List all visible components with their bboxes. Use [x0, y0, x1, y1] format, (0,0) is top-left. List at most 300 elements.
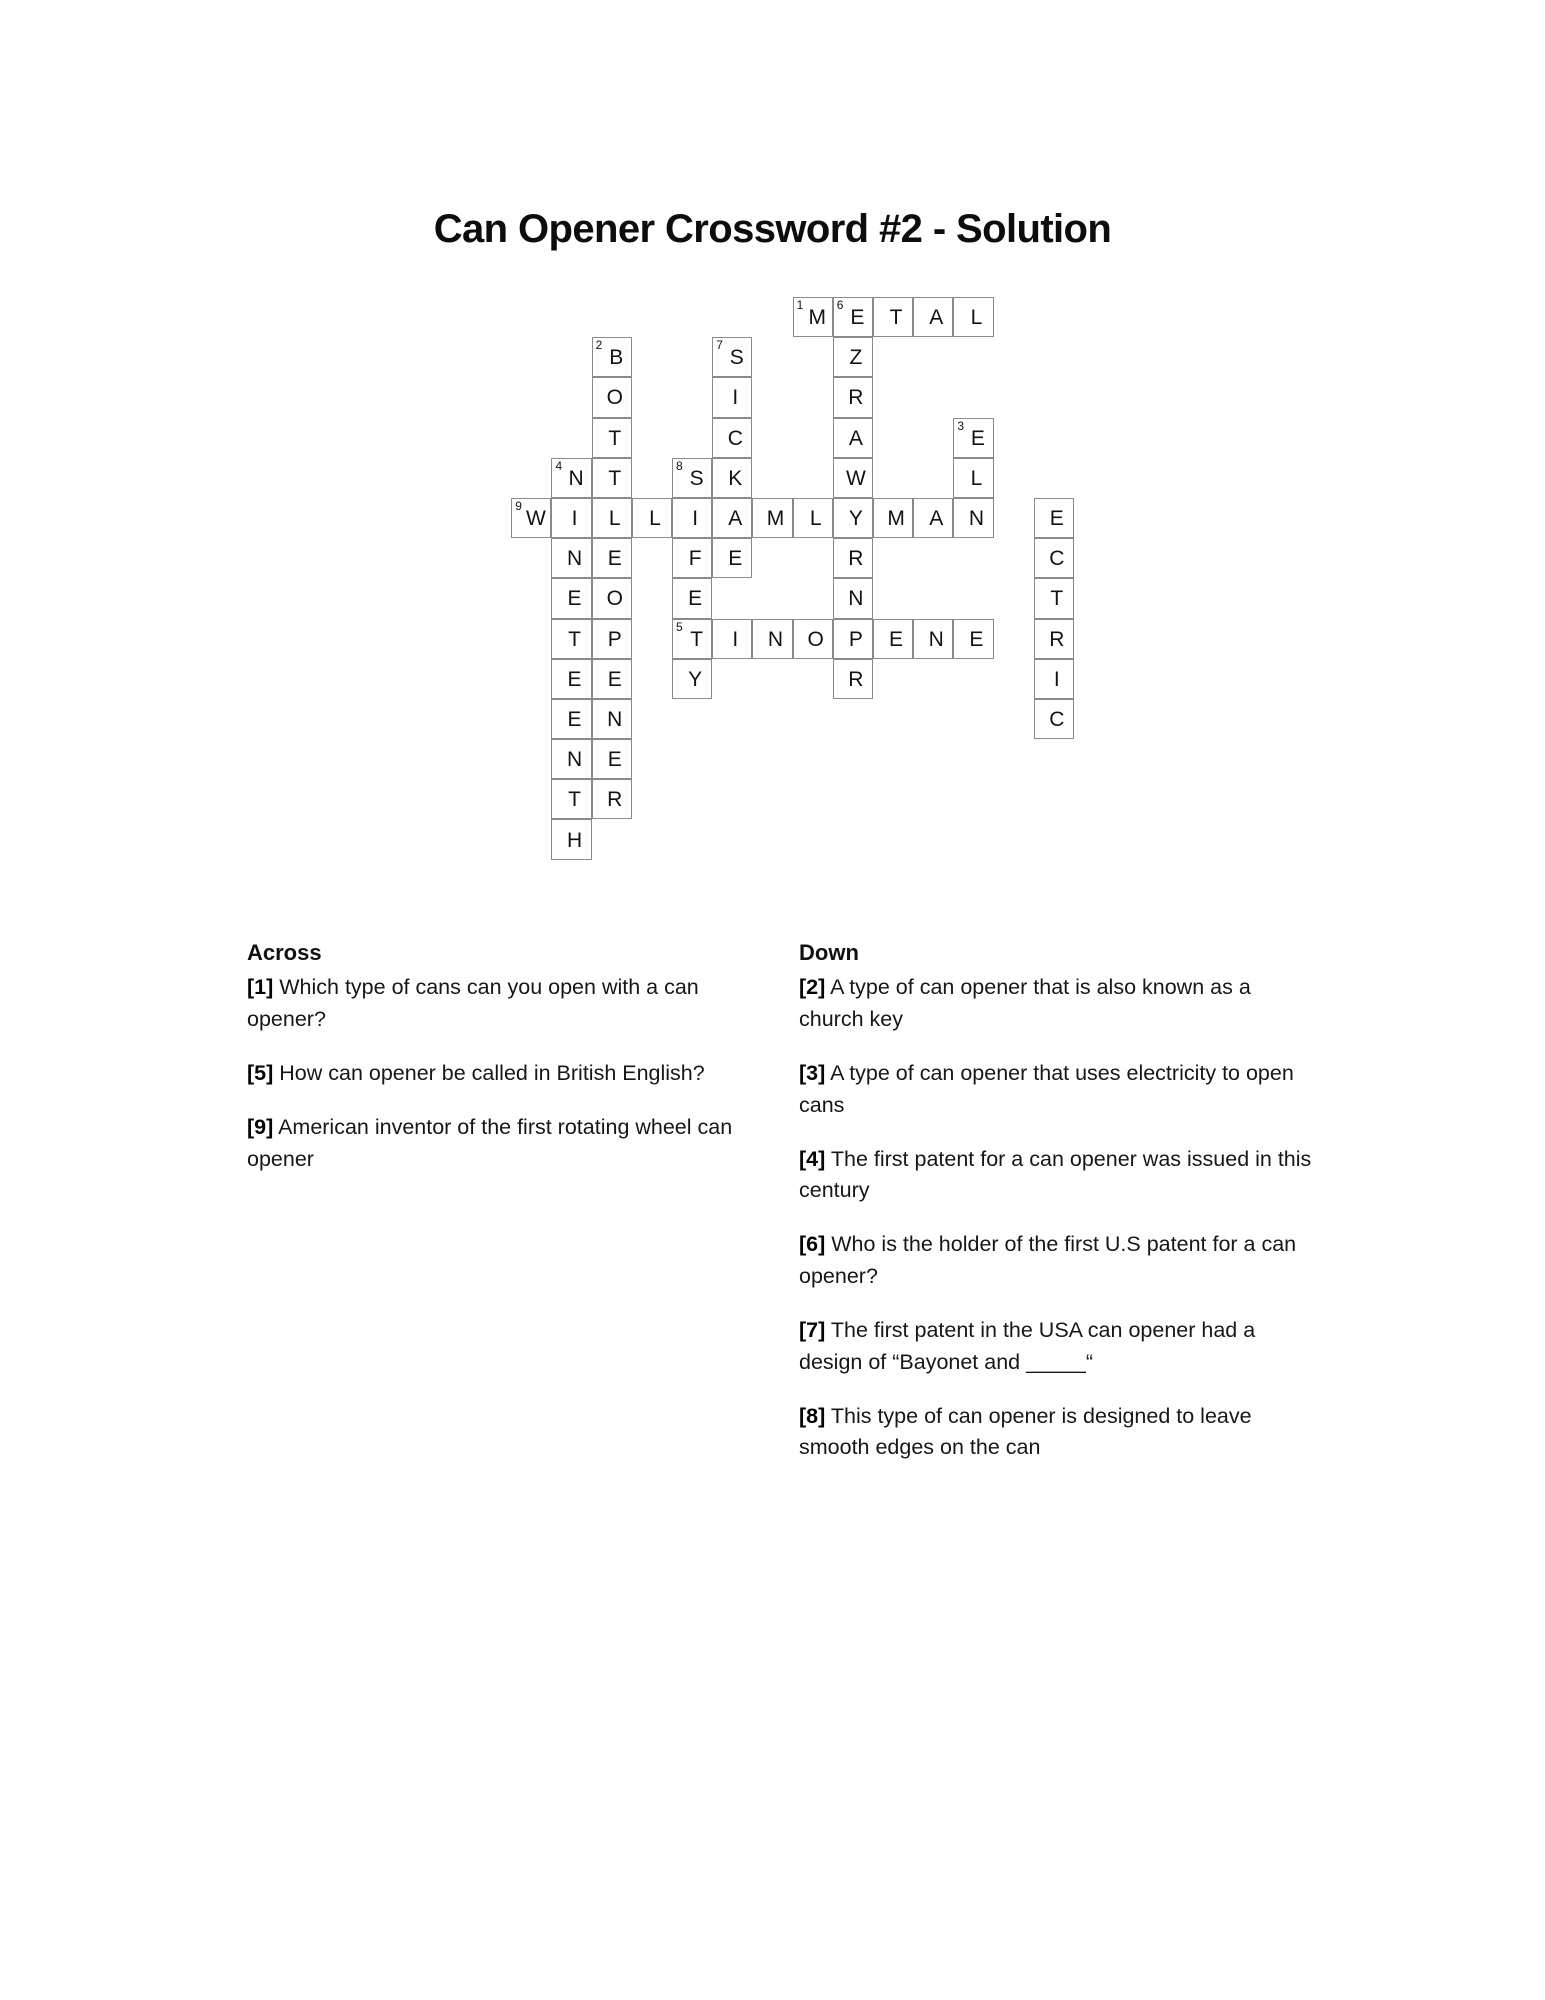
crossword-cell-empty: [632, 337, 672, 377]
crossword-cell-empty: [793, 659, 833, 699]
cell-letter: W: [845, 466, 866, 490]
cell-letter: P: [848, 627, 863, 651]
cell-letter: A: [929, 306, 944, 330]
crossword-cell[interactable]: [712, 619, 752, 659]
crossword-cell-empty: [672, 819, 712, 859]
crossword-cell[interactable]: [672, 538, 712, 578]
cell-letter: M: [887, 506, 905, 530]
cell-letter: A: [728, 506, 743, 530]
crossword-cell-empty: [712, 699, 752, 739]
crossword-cell[interactable]: [833, 458, 873, 498]
clue-text: Which type of cans can you open with a can opener?: [247, 975, 699, 1032]
cell-letter: R: [848, 667, 864, 691]
crossword-cell-empty: [873, 779, 913, 819]
crossword-cell-empty: [1034, 418, 1074, 458]
crossword-cell-empty: [592, 819, 632, 859]
crossword-cell[interactable]: [913, 498, 953, 538]
crossword-cell[interactable]: [712, 498, 752, 538]
cell-letter: E: [688, 587, 703, 611]
crossword-cell-empty: [873, 337, 913, 377]
cell-letter: M: [766, 506, 785, 530]
cell-letter: T: [568, 627, 581, 651]
cell-letter: E: [970, 426, 985, 450]
cell-letter: N: [607, 707, 623, 731]
down-clue-3: [799, 1058, 1319, 1122]
crossword-cell[interactable]: [833, 377, 873, 417]
crossword-cell[interactable]: [672, 498, 712, 538]
cell-number: 7: [716, 338, 723, 353]
crossword-cell[interactable]: [712, 418, 752, 458]
down-clue-4: [799, 1144, 1319, 1208]
crossword-cell-empty: [913, 337, 953, 377]
crossword-cell-empty: [632, 377, 672, 417]
cell-number: 2: [595, 338, 603, 353]
cell-letter: T: [690, 627, 704, 651]
crossword-cell-empty: [672, 337, 712, 377]
down-clue-list: [799, 972, 1319, 1464]
crossword-cell-empty: [471, 418, 511, 458]
crossword-cell-empty: [953, 699, 993, 739]
crossword-cell[interactable]: [592, 619, 632, 659]
clue-text: How can opener be called in British English?: [273, 1061, 705, 1086]
crossword-cell-empty: [873, 819, 913, 859]
cell-letter: N: [767, 627, 784, 651]
crossword-cell-empty: [752, 297, 792, 337]
crossword-cell[interactable]: [551, 458, 591, 498]
down-heading: Down: [799, 939, 859, 965]
crossword-cell-empty: [793, 337, 833, 377]
crossword-cell[interactable]: [793, 297, 833, 337]
crossword-cell[interactable]: [752, 619, 792, 659]
crossword-cell[interactable]: [1034, 699, 1074, 739]
cell-letter: S: [729, 346, 744, 370]
crossword-cell-empty: [471, 619, 511, 659]
crossword-cell-empty: [913, 779, 953, 819]
crossword-cell-empty: [994, 418, 1034, 458]
crossword-cell-empty: [793, 699, 833, 739]
clue-text: Who is the holder of the first U.S patent for a can opener?: [799, 1232, 1297, 1289]
crossword-cell-empty: [511, 538, 551, 578]
crossword-cell-empty: [511, 418, 551, 458]
cell-letter: P: [607, 627, 622, 651]
crossword-cell-empty: [994, 739, 1034, 779]
cell-letter: L: [970, 306, 983, 330]
crossword-cell-empty: [511, 819, 551, 859]
crossword-cell-empty: [632, 739, 672, 779]
crossword-cell[interactable]: [592, 418, 632, 458]
crossword-cell[interactable]: [833, 337, 873, 377]
crossword-cell-empty: [471, 498, 511, 538]
clue-number: [1]: [247, 975, 274, 1000]
crossword-cell-empty: [752, 779, 792, 819]
cell-number: 8: [676, 458, 683, 473]
cell-letter: S: [689, 466, 704, 490]
crossword-cell[interactable]: [712, 377, 752, 417]
cell-letter: H: [566, 828, 583, 852]
crossword-cell-empty: [913, 458, 953, 498]
crossword-cell-empty: [752, 538, 792, 578]
cell-letter: N: [568, 466, 584, 490]
crossword-cell[interactable]: [793, 498, 833, 538]
crossword-cell-empty: [953, 337, 993, 377]
crossword-cell[interactable]: [672, 458, 712, 498]
cell-letter: Y: [688, 667, 703, 691]
cell-letter: L: [970, 466, 983, 490]
cell-letter: E: [607, 748, 622, 772]
crossword-cell-empty: [632, 619, 672, 659]
crossword-grid-container: [0, 297, 1545, 860]
cell-letter: T: [1050, 587, 1064, 611]
clue-text: American inventor of the first rotating wheel can opener: [247, 1114, 733, 1171]
cell-letter: T: [608, 466, 622, 490]
cell-letter: E: [728, 547, 743, 571]
crossword-cell-empty: [793, 538, 833, 578]
cell-letter: W: [525, 506, 546, 530]
crossword-cell-empty: [551, 337, 591, 377]
crossword-cell-empty: [672, 377, 712, 417]
crossword-cell-empty: [873, 418, 913, 458]
crossword-cell-empty: [752, 699, 792, 739]
cell-letter: E: [607, 547, 622, 571]
crossword-cell-empty: [793, 458, 833, 498]
crossword-cell-empty: [632, 659, 672, 699]
crossword-cell[interactable]: [833, 418, 873, 458]
crossword-cell[interactable]: [712, 337, 752, 377]
cell-letter: E: [567, 707, 582, 731]
crossword-cell-empty: [953, 779, 993, 819]
cell-letter: E: [969, 627, 984, 651]
crossword-cell-empty: [873, 739, 913, 779]
crossword-cell[interactable]: [873, 297, 913, 337]
crossword-cell[interactable]: [632, 498, 672, 538]
crossword-cell[interactable]: [953, 619, 993, 659]
crossword-cell-empty: [712, 578, 752, 618]
cell-number: 3: [957, 418, 965, 433]
crossword-cell[interactable]: [953, 498, 993, 538]
clue-number: [6]: [799, 1232, 826, 1257]
crossword-cell[interactable]: [592, 498, 632, 538]
crossword-cell-empty: [913, 819, 953, 859]
cell-letter: O: [606, 386, 623, 410]
cell-number: 5: [676, 619, 683, 634]
cell-letter: I: [732, 386, 739, 410]
crossword-cell-empty: [551, 377, 591, 417]
crossword-cell[interactable]: [551, 699, 591, 739]
cell-letter: E: [567, 587, 582, 611]
crossword-cell-empty: [752, 337, 792, 377]
cell-letter: C: [1049, 707, 1065, 731]
down-clues-column: [799, 938, 1319, 1487]
crossword-cell[interactable]: [833, 538, 873, 578]
crossword-cell-empty: [994, 297, 1034, 337]
crossword-cell-empty: [953, 578, 993, 618]
crossword-cell[interactable]: [1034, 498, 1074, 538]
cell-letter: R: [1049, 627, 1065, 651]
crossword-cell-empty: [471, 659, 511, 699]
crossword-cell-empty: [471, 779, 511, 819]
crossword-cell-empty: [994, 377, 1034, 417]
crossword-cell-empty: [511, 659, 551, 699]
cell-letter: M: [808, 306, 826, 330]
crossword-cell[interactable]: [592, 377, 632, 417]
crossword-cell[interactable]: [551, 819, 591, 859]
crossword-cell-empty: [873, 538, 913, 578]
cell-letter: E: [889, 627, 904, 651]
crossword-cell-empty: [752, 819, 792, 859]
crossword-cell[interactable]: [913, 297, 953, 337]
cell-letter: N: [566, 547, 583, 571]
crossword-cell-empty: [632, 297, 672, 337]
crossword-cell-empty: [471, 739, 511, 779]
crossword-cell[interactable]: [1034, 659, 1074, 699]
crossword-cell-empty: [632, 418, 672, 458]
cell-letter: R: [848, 547, 864, 571]
crossword-cell[interactable]: [1034, 538, 1074, 578]
cell-number: 9: [515, 498, 522, 513]
cell-letter: E: [850, 306, 865, 330]
crossword-cell-empty: [712, 819, 752, 859]
cell-letter: L: [608, 506, 621, 530]
crossword-cell-empty: [913, 377, 953, 417]
crossword-cell-empty: [551, 418, 591, 458]
across-clue-9: [247, 1112, 759, 1176]
clue-text: A type of can opener that uses electricity to open cans: [799, 1061, 1294, 1117]
cell-number: 1: [796, 298, 804, 312]
crossword-cell-empty: [672, 699, 712, 739]
crossword-cell-empty: [953, 739, 993, 779]
crossword-cell[interactable]: [551, 779, 591, 819]
cell-letter: T: [608, 426, 622, 450]
crossword-cell-empty: [994, 458, 1034, 498]
clue-number: [8]: [799, 1403, 826, 1428]
crossword-cell-empty: [511, 458, 551, 498]
crossword-cell-empty: [752, 578, 792, 618]
crossword-cell[interactable]: [953, 458, 993, 498]
crossword-cell[interactable]: [551, 538, 591, 578]
crossword-cell[interactable]: [592, 699, 632, 739]
cell-letter: R: [607, 788, 623, 812]
crossword-cell[interactable]: [592, 538, 632, 578]
crossword-cell[interactable]: [953, 418, 993, 458]
crossword-cell[interactable]: [592, 659, 632, 699]
crossword-cell-empty: [632, 458, 672, 498]
crossword-cell-empty: [511, 779, 551, 819]
clue-number: [2]: [799, 975, 826, 1000]
crossword-cell-empty: [913, 659, 953, 699]
cell-letter: K: [728, 466, 743, 490]
across-clues-column: [247, 938, 759, 1487]
crossword-cell-empty: [873, 699, 913, 739]
crossword-cell[interactable]: [672, 619, 712, 659]
crossword-cell[interactable]: [833, 619, 873, 659]
cell-letter: L: [649, 506, 661, 530]
crossword-cell-empty: [913, 578, 953, 618]
crossword-cell-empty: [471, 578, 511, 618]
cell-letter: I: [732, 627, 739, 651]
crossword-cell[interactable]: [913, 619, 953, 659]
cell-number: 6: [836, 298, 844, 312]
crossword-cell[interactable]: [953, 297, 993, 337]
crossword-cell[interactable]: [592, 779, 632, 819]
crossword-cell-empty: [994, 578, 1034, 618]
crossword-cell-empty: [752, 377, 792, 417]
crossword-cell[interactable]: [511, 498, 551, 538]
crossword-cell-empty: [511, 739, 551, 779]
crossword-cell-empty: [953, 659, 993, 699]
down-clue-6: [799, 1229, 1319, 1293]
cell-letter: A: [929, 506, 944, 530]
cell-number: 4: [555, 458, 563, 473]
crossword-cell-empty: [793, 819, 833, 859]
crossword-cell-empty: [793, 418, 833, 458]
crossword-cell-empty: [632, 699, 672, 739]
cell-letter: N: [848, 587, 864, 611]
clue-text: This type of can opener is designed to leave smooth edges on the can: [799, 1403, 1252, 1460]
crossword-cell-empty: [672, 779, 712, 819]
crossword-cell-empty: [511, 578, 551, 618]
crossword-cell-empty: [712, 779, 752, 819]
crossword-cell-empty: [793, 779, 833, 819]
crossword-cell-empty: [672, 297, 712, 337]
down-clue-2: [799, 972, 1319, 1036]
crossword-cell-empty: [994, 659, 1034, 699]
crossword-cell[interactable]: [712, 538, 752, 578]
crossword-cell-empty: [1034, 458, 1074, 498]
across-clue-1: [247, 972, 759, 1036]
cell-letter: F: [688, 547, 702, 571]
cell-letter: N: [928, 627, 944, 651]
crossword-cell-empty: [1034, 819, 1074, 859]
crossword-cell-empty: [1034, 337, 1074, 377]
crossword-cell-empty: [994, 819, 1034, 859]
crossword-cell-empty: [511, 297, 551, 337]
down-clue-7: [799, 1315, 1319, 1379]
cell-letter: N: [566, 748, 583, 772]
crossword-cell-empty: [471, 337, 511, 377]
crossword-cell[interactable]: [1034, 578, 1074, 618]
crossword-cell-empty: [994, 538, 1034, 578]
crossword-cell-empty: [752, 739, 792, 779]
crossword-cell[interactable]: [873, 619, 913, 659]
crossword-cell-empty: [511, 337, 551, 377]
crossword-cell[interactable]: [793, 619, 833, 659]
across-clue-list: [247, 972, 759, 1175]
crossword-cell-empty: [953, 377, 993, 417]
crossword-cell-empty: [994, 619, 1034, 659]
cell-letter: E: [567, 667, 582, 691]
crossword-cell[interactable]: [873, 498, 913, 538]
cell-letter: E: [1049, 506, 1064, 530]
cell-letter: I: [1053, 667, 1060, 691]
crossword-cell-empty: [712, 659, 752, 699]
crossword-cell-empty: [712, 297, 752, 337]
crossword-cell[interactable]: [833, 578, 873, 618]
crossword-cell-empty: [913, 699, 953, 739]
crossword-cell-empty: [752, 418, 792, 458]
crossword-cell[interactable]: [752, 498, 792, 538]
crossword-cell-empty: [632, 538, 672, 578]
cell-letter: C: [1049, 547, 1065, 571]
crossword-cell[interactable]: [592, 337, 632, 377]
crossword-cell[interactable]: [833, 297, 873, 337]
crossword-cell-empty: [833, 699, 873, 739]
crossword-cell-empty: [1034, 739, 1074, 779]
cell-letter: B: [609, 346, 624, 370]
crossword-cell-empty: [873, 578, 913, 618]
crossword-cell-empty: [833, 819, 873, 859]
crossword-cell-empty: [632, 578, 672, 618]
crossword-cell[interactable]: [833, 659, 873, 699]
crossword-cell-empty: [793, 377, 833, 417]
clue-text: The first patent for a can opener was issued in this century: [799, 1146, 1312, 1203]
crossword-cell[interactable]: [672, 659, 712, 699]
crossword-cell-empty: [752, 458, 792, 498]
clue-number: [5]: [247, 1061, 274, 1086]
crossword-cell-empty: [471, 819, 511, 859]
crossword-cell[interactable]: [833, 498, 873, 538]
crossword-cell[interactable]: [551, 578, 591, 618]
crossword-cell-empty: [471, 297, 511, 337]
cell-letter: N: [968, 506, 985, 530]
crossword-cell-empty: [1034, 779, 1074, 819]
crossword-cell-empty: [1034, 377, 1074, 417]
crossword-cell-empty: [632, 819, 672, 859]
crossword-cell-empty: [511, 377, 551, 417]
crossword-cell[interactable]: [712, 458, 752, 498]
crossword-cell[interactable]: [1034, 619, 1074, 659]
across-clue-5: [247, 1058, 759, 1090]
cell-letter: I: [692, 506, 699, 530]
crossword-cell-empty: [793, 578, 833, 618]
crossword-grid: [471, 297, 1074, 860]
crossword-cell-empty: [511, 699, 551, 739]
crossword-cell-empty: [632, 779, 672, 819]
crossword-cell-empty: [471, 699, 511, 739]
cell-letter: Y: [848, 506, 863, 530]
down-clue-8: [799, 1401, 1319, 1465]
crossword-cell-empty: [471, 458, 511, 498]
crossword-cell-empty: [833, 779, 873, 819]
crossword-cell[interactable]: [672, 578, 712, 618]
clue-number: [4]: [799, 1146, 826, 1171]
crossword-cell-empty: [511, 619, 551, 659]
crossword-cell-empty: [592, 297, 632, 337]
crossword-cell-empty: [994, 498, 1034, 538]
crossword-cell-empty: [551, 297, 591, 337]
cell-letter: T: [889, 306, 903, 330]
crossword-cell[interactable]: [551, 498, 591, 538]
crossword-cell[interactable]: [551, 739, 591, 779]
cell-letter: O: [606, 587, 623, 611]
cell-letter: L: [809, 506, 822, 530]
crossword-cell[interactable]: [592, 578, 632, 618]
crossword-cell-empty: [953, 538, 993, 578]
crossword-cell[interactable]: [551, 659, 591, 699]
crossword-cell-empty: [953, 819, 993, 859]
crossword-cell-empty: [873, 659, 913, 699]
crossword-cell[interactable]: [592, 739, 632, 779]
cell-letter: Z: [849, 346, 863, 370]
crossword-cell-empty: [913, 739, 953, 779]
cell-letter: I: [571, 506, 578, 530]
clue-text: A type of can opener that is also known as a church key: [799, 975, 1251, 1032]
crossword-cell-empty: [672, 739, 712, 779]
crossword-cell[interactable]: [551, 619, 591, 659]
cell-letter: O: [807, 627, 824, 651]
crossword-cell[interactable]: [592, 458, 632, 498]
clue-number: [7]: [799, 1317, 826, 1342]
crossword-cell-empty: [1034, 297, 1074, 337]
